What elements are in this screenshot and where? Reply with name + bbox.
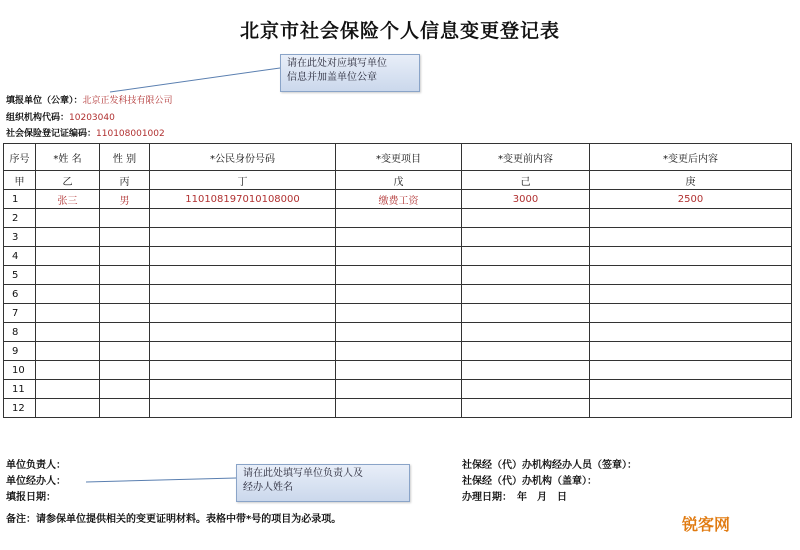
table-cell[interactable] — [590, 209, 792, 228]
table-cell[interactable] — [590, 399, 792, 418]
table-cell[interactable] — [336, 209, 462, 228]
table-cell[interactable] — [336, 380, 462, 399]
row-number-cell: 9 — [4, 342, 36, 361]
meta-unit-label: 填报单位（公章）： — [6, 96, 83, 106]
agency-seal-label: 社保经（代）办机构（盖章）： — [462, 476, 597, 487]
table-cell[interactable]: 缴费工资 — [336, 190, 462, 209]
table-cell[interactable] — [150, 247, 336, 266]
table-cell[interactable] — [100, 209, 150, 228]
change-register-table — [3, 143, 792, 418]
table-cell[interactable] — [462, 285, 590, 304]
table-cell[interactable] — [36, 247, 100, 266]
meta-unit — [6, 93, 173, 106]
header-cell: *变更项目 — [336, 144, 462, 171]
unit-handler-label: 单位经办人： — [6, 476, 66, 487]
table-cell[interactable] — [36, 361, 100, 380]
agency-staff-label: 社保经（代）办机构经办人员（签章）： — [462, 460, 637, 471]
table-row — [4, 361, 792, 380]
table-cell[interactable]: 3000 — [462, 190, 590, 209]
subheader-cell: 戊 — [336, 171, 462, 190]
table-cell[interactable] — [590, 228, 792, 247]
table-cell[interactable] — [336, 323, 462, 342]
table-cell[interactable] — [462, 361, 590, 380]
table-cell[interactable] — [590, 285, 792, 304]
table-cell[interactable] — [150, 342, 336, 361]
table-cell[interactable] — [336, 247, 462, 266]
table-header-row — [4, 144, 792, 171]
table-cell[interactable] — [150, 399, 336, 418]
callout-line: 请在此处填写单位负责人及 — [243, 468, 363, 479]
table-row — [4, 399, 792, 418]
meta-ss-code-value: 110108001002 — [96, 129, 165, 139]
table-body — [4, 190, 792, 418]
table-cell[interactable] — [462, 247, 590, 266]
table-cell[interactable] — [100, 266, 150, 285]
table-cell[interactable] — [590, 247, 792, 266]
table-row — [4, 266, 792, 285]
fill-date-label: 填报日期： — [6, 492, 56, 503]
header-cell: *公民身份号码 — [150, 144, 336, 171]
table-cell[interactable] — [100, 380, 150, 399]
header-cell: *变更后内容 — [590, 144, 792, 171]
table-cell[interactable] — [150, 361, 336, 380]
process-date-label: 办理日期： 年 月 日 — [462, 492, 567, 503]
header-cell: *变更前内容 — [462, 144, 590, 171]
table-cell[interactable] — [36, 285, 100, 304]
meta-org-code-value: 10203040 — [69, 113, 115, 123]
table-row — [4, 209, 792, 228]
row-number-cell: 7 — [4, 304, 36, 323]
table-cell[interactable] — [36, 228, 100, 247]
row-number-cell: 12 — [4, 399, 36, 418]
footer-right — [462, 458, 637, 506]
row-number-cell: 4 — [4, 247, 36, 266]
row-number-cell: 1 — [4, 190, 36, 209]
meta-org-code — [6, 110, 115, 123]
row-number-cell: 11 — [4, 380, 36, 399]
table-cell[interactable] — [150, 304, 336, 323]
table-cell[interactable] — [590, 361, 792, 380]
table-cell[interactable] — [100, 399, 150, 418]
table-cell[interactable] — [100, 304, 150, 323]
table-cell[interactable] — [462, 266, 590, 285]
header-cell: *姓 名 — [36, 144, 100, 171]
footer-left — [6, 458, 66, 506]
header-cell: 性 别 — [100, 144, 150, 171]
callout-line: 经办人姓名 — [243, 482, 293, 493]
table-cell[interactable] — [100, 342, 150, 361]
table-cell[interactable] — [150, 228, 336, 247]
table-cell[interactable] — [150, 266, 336, 285]
table-cell[interactable] — [590, 380, 792, 399]
table-cell[interactable] — [150, 323, 336, 342]
footer-note: 备注：请参保单位提供相关的变更证明材料。表格中带*号的项目为必录项。 — [6, 514, 342, 525]
table-row — [4, 380, 792, 399]
subheader-cell: 庚 — [590, 171, 792, 190]
table-cell[interactable] — [100, 361, 150, 380]
site-watermark: 锐客网 — [682, 515, 731, 534]
table-cell[interactable] — [462, 323, 590, 342]
table-row — [4, 323, 792, 342]
table-cell[interactable] — [590, 323, 792, 342]
meta-ss-code-label: 社会保险登记证编码： — [6, 129, 97, 139]
row-number-cell: 5 — [4, 266, 36, 285]
subheader-cell: 丁 — [150, 171, 336, 190]
table-cell[interactable] — [462, 209, 590, 228]
table-cell[interactable] — [462, 228, 590, 247]
unit-leader-label: 单位负责人： — [6, 460, 66, 471]
table-cell[interactable] — [336, 361, 462, 380]
table-cell[interactable] — [462, 304, 590, 323]
table-cell[interactable] — [36, 323, 100, 342]
table-cell[interactable]: 男 — [100, 190, 150, 209]
table-cell[interactable] — [150, 380, 336, 399]
table-cell[interactable] — [336, 304, 462, 323]
meta-ss-code — [6, 126, 165, 139]
table-cell[interactable] — [100, 228, 150, 247]
table-cell[interactable] — [336, 342, 462, 361]
table-cell[interactable] — [336, 399, 462, 418]
callout-line: 信息并加盖单位公章 — [287, 72, 377, 83]
table-cell[interactable]: 张三 — [36, 190, 100, 209]
table-cell[interactable]: 2500 — [590, 190, 792, 209]
table-cell[interactable] — [36, 380, 100, 399]
table-cell[interactable] — [36, 399, 100, 418]
subheader-cell: 甲 — [4, 171, 36, 190]
table-cell[interactable] — [590, 266, 792, 285]
table-row — [4, 342, 792, 361]
table-row — [4, 285, 792, 304]
table-cell[interactable] — [36, 209, 100, 228]
table-cell[interactable] — [36, 304, 100, 323]
table-cell[interactable] — [150, 285, 336, 304]
table-cell[interactable] — [336, 266, 462, 285]
subheader-cell: 丙 — [100, 171, 150, 190]
row-number-cell: 8 — [4, 323, 36, 342]
subheader-cell: 己 — [462, 171, 590, 190]
meta-unit-value: 北京正发科技有限公司 — [82, 96, 173, 106]
header-cell: 序号 — [4, 144, 36, 171]
table-cell[interactable] — [462, 342, 590, 361]
table-cell[interactable] — [100, 285, 150, 304]
callout-responsible-person — [236, 464, 410, 502]
table-cell[interactable] — [36, 342, 100, 361]
form-title: 北京市社会保险个人信息变更登记表 — [239, 20, 560, 42]
table-cell[interactable] — [590, 342, 792, 361]
table-cell[interactable] — [462, 399, 590, 418]
table-cell[interactable] — [590, 304, 792, 323]
table-subheader-row — [4, 171, 792, 190]
row-number-cell: 2 — [4, 209, 36, 228]
row-number-cell: 3 — [4, 228, 36, 247]
table-cell[interactable] — [36, 266, 100, 285]
table-cell[interactable] — [336, 228, 462, 247]
table-cell[interactable] — [336, 285, 462, 304]
table-cell[interactable] — [150, 209, 336, 228]
meta-org-code-label: 组织机构代码： — [6, 113, 70, 123]
table-cell[interactable] — [462, 380, 590, 399]
table-row — [4, 190, 792, 209]
row-number-cell: 6 — [4, 285, 36, 304]
table-cell[interactable]: 110108197010108000 — [150, 190, 336, 209]
table-cell[interactable] — [100, 247, 150, 266]
table-row — [4, 247, 792, 266]
table-row — [4, 228, 792, 247]
table-row — [4, 304, 792, 323]
table-cell[interactable] — [100, 323, 150, 342]
subheader-cell: 乙 — [36, 171, 100, 190]
row-number-cell: 10 — [4, 361, 36, 380]
callout-unit-info — [280, 54, 420, 92]
callout-line: 请在此处对应填写单位 — [287, 58, 387, 69]
